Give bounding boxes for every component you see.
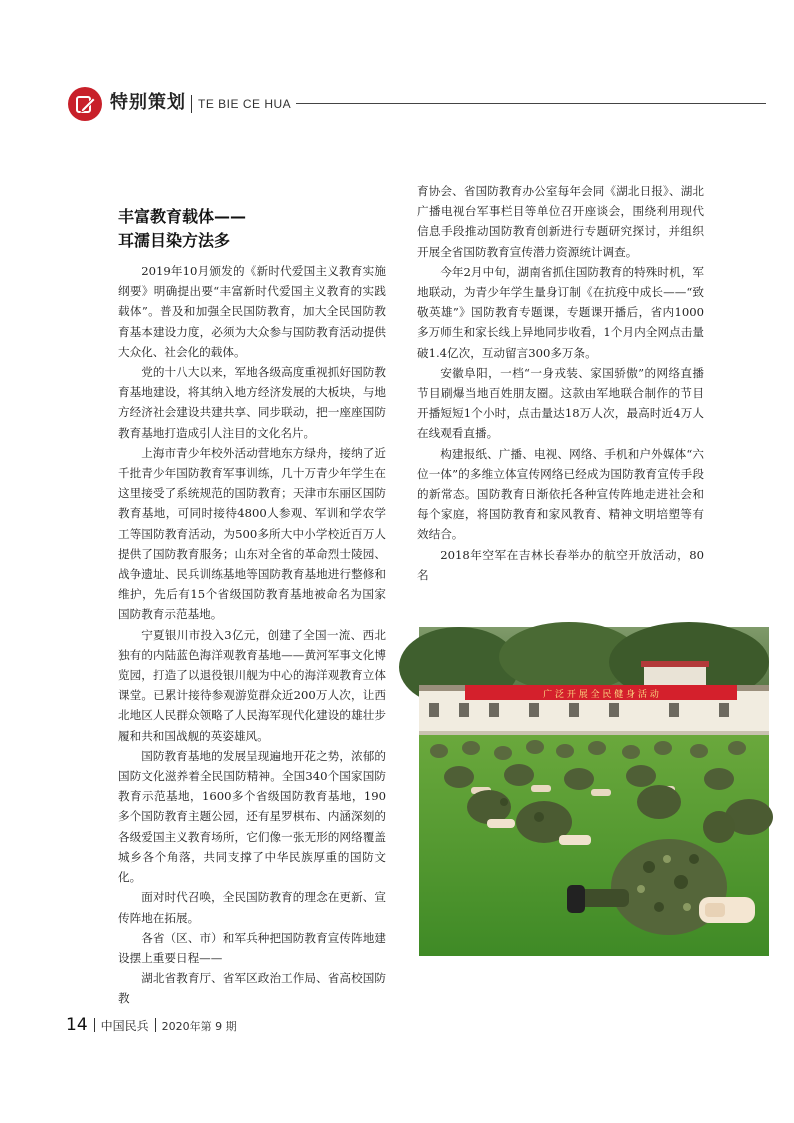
paragraph: 2019年10月颁发的《新时代爱国主义教育实施纲要》明确提出要“丰富新时代爱国主义教育的实践载体”。普及和加强全民国防教育，加大全民国防教育基本建设力度，必须为大众参与国防教育活动提供大众化、社会化的载体。: [118, 264, 386, 359]
section-label-cn: 特别策划: [110, 92, 186, 113]
paragraph: 党的十八大以来，军地各级高度重视抓好国防教育基地建设，将其纳入地方经济发展的大板块，与地方经济社会建设共建共享、同步联动，把一座座国防教育基地打造成引人注目的文化名片。: [118, 365, 386, 440]
training-photo: [419, 627, 769, 956]
paragraph: 上海市青少年校外活动营地东方绿舟，接纳了近千批青少年国防教育军事训练，几十万青少年学生在这里接受了系统规范的国防教育；天津市东丽区国防教育基地，可同时接待4800人参观、军训和学农学工等国防教育活动，为500多所大中小学校近百万人提供了国防教育服务；山东对全省的革命烈士陵园、战争遗址、民兵训练基地等国防教育基地进行整修和维护，先后有15个省级国防教育基地被命名为国家国防教育示范基地。: [118, 445, 386, 622]
footer-divider: [94, 1018, 95, 1032]
pencil-edit-icon: [68, 87, 102, 121]
section-label-en: TE BIE CE HUA: [198, 97, 292, 111]
section-badge: [68, 87, 102, 121]
paragraph: 宁夏银川市投入3亿元，创建了全国一流、西北独有的内陆蓝色海洋观教育基地——黄河军事文化博览园，打造了以退役银川舰为中心的海洋观教育立体课堂。已累计接待参观游览群众近200万人次，让西北地区人民群众领略了人民海军现代化建设的雄壮步履和共和国战舰的英姿雄风。: [118, 627, 386, 743]
page-number: 14: [66, 1015, 88, 1035]
paragraph-continued: 育协会、省国防教育办公室每年会同《湖北日报》、湖北广播电视台军事栏目等单位召开座谈会，围绕利用现代信息手段推动国防教育创新进行专题研究探讨，并组织开展全省国防教育宣传潜力资源统计调查。: [417, 184, 704, 259]
section-title-line-1: 丰富教育载体——: [118, 207, 247, 226]
paragraph: 各省（区、市）和军兵种把国防教育宣传阵地建设摆上重要日程——: [118, 930, 386, 965]
magazine-name: 中国民兵: [100, 1019, 149, 1033]
left-text-column: [118, 261, 386, 1006]
photo-banner-text: 广 泛 开 展 全 民 健 身 活 动: [543, 690, 659, 700]
paragraph: 2018年空军在吉林长春举办的航空开放活动，80名: [417, 547, 704, 582]
page-footer: [66, 1014, 237, 1038]
cpr-training-illustration: [419, 627, 769, 956]
header-rule: [296, 103, 766, 104]
paragraph: 湖北省教育厅、省军区政治工作局、省高校国防教: [118, 971, 386, 1006]
paragraph: 今年2月中旬，湖南省抓住国防教育的特殊时机，军地联动，为青少年学生量身订制《在抗疫中成长——“致敬英雄”》国防教育专题课，专题课开播后，省内1000多万师生和家长线上异地同步收看，1个月内全网点击量破1.4亿次，互动留言300多万条。: [417, 264, 704, 360]
issue-label: 2020年第 9 期: [161, 1020, 237, 1033]
section-title-line-2: 耳濡目染方法多: [118, 231, 231, 250]
paragraph: 面对时代召唤，全民国防教育的理念在更新、宣传阵地在拓展。: [118, 890, 386, 925]
right-text-column: [417, 181, 704, 582]
header-divider: [191, 95, 192, 113]
section-title: [118, 205, 246, 253]
footer-divider: [155, 1018, 156, 1032]
paragraph: 安徽阜阳，一档“一身戎装、家国骄傲”的网络直播节目刷爆当地百姓朋友圈。这款由军地联合制作的节目开播短短1个小时，点击量达18万人次，最高时近4万人在线观看直播。: [417, 365, 704, 441]
paragraph: 国防教育基地的发展呈现遍地开花之势，浓郁的国防文化滋养着全民国防精神。全国340个国家国防教育示范基地，1600多个省级国防教育基地，190多个国防教育主题公园，还有星罗棋布、内涵深刻的各级爱国主义教育场所，它们像一张无形的网络覆盖城乡各个角落，共同支撑了中华民族厚重的国防文化。: [118, 748, 386, 885]
paragraph: 构建报纸、广播、电视、网络、手机和户外媒体“六位一体”的多维立体宣传网络已经成为国防教育宣传手段的新常态。国防教育日渐依托各种宣传阵地走进社会和每个家庭，将国防教育和家风教育、精神文明培塑等有效结合。: [417, 446, 704, 542]
